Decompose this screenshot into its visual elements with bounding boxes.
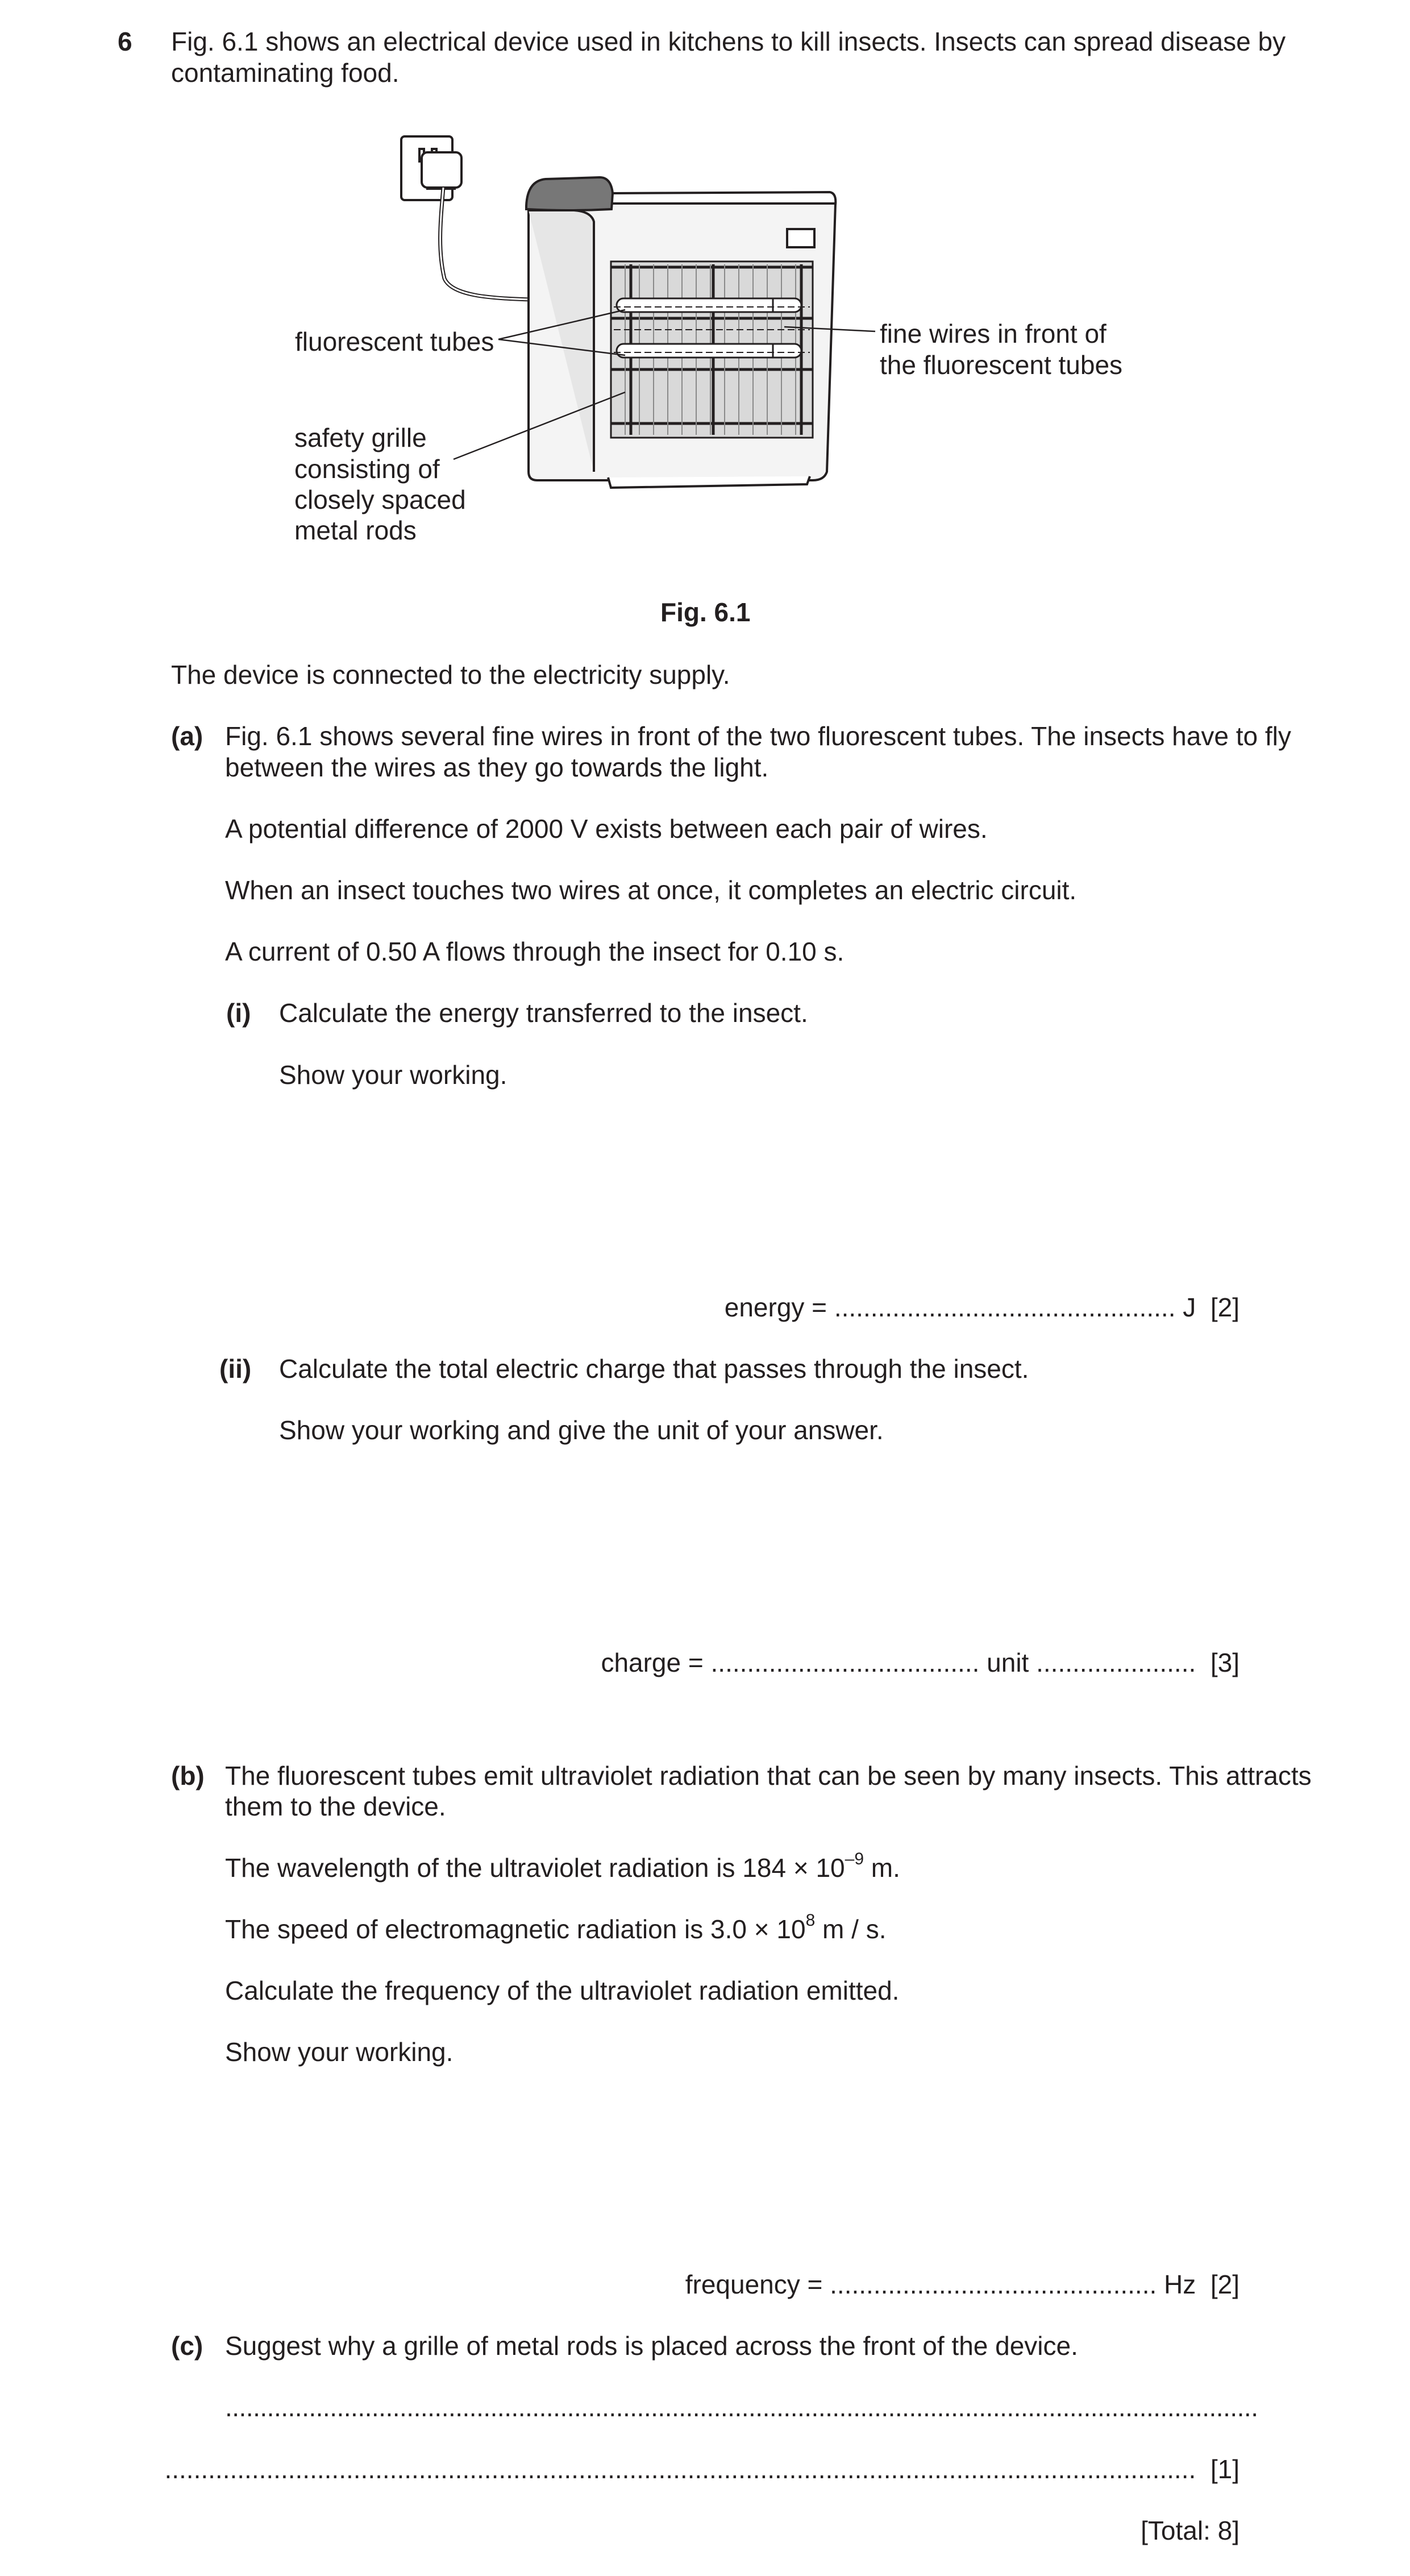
part-b-text-continued: them to the device.: [225, 1792, 446, 1821]
part-a-ii-question: Calculate the total electric charge that passes through the insect.: [279, 1354, 1029, 1383]
label-fine-wires-continued: the fluorescent tubes: [880, 350, 1123, 380]
part-b-speed: [225, 1911, 887, 1945]
part-b-question: Calculate the frequency of the ultraviolet radiation emitted.: [225, 1976, 900, 2005]
wavelength-unit: m.: [864, 1853, 900, 1883]
part-c-answer-line-2[interactable]: ..............................................................................................................................................: [164, 2454, 1196, 2484]
connected-text: The device is connected to the electricity supply.: [171, 660, 730, 689]
wall-socket-icon: [401, 136, 461, 200]
part-c-answer-line-2-row: [164, 2454, 1240, 2485]
part-b-wavelength: [225, 1852, 900, 1884]
frequency-answer-line[interactable]: [685, 2269, 1240, 2300]
power-cable: [440, 188, 531, 300]
question-intro-continued: contaminating food.: [171, 58, 400, 88]
total-marks: [Total: 8]: [1141, 2516, 1240, 2545]
part-a-text-continued: between the wires as they go towards the light.: [225, 753, 769, 782]
part-a-ii-working: Show your working and give the unit of your answer.: [279, 1415, 884, 1445]
frequency-answer-text: frequency = ............................................. Hz: [685, 2270, 1196, 2299]
part-b-label: (b): [171, 1761, 205, 1790]
part-a-i-label: (i): [226, 998, 251, 1028]
figure-caption: Fig. 6.1: [660, 597, 751, 627]
part-a-current: A current of 0.50 A flows through the insect for 0.10 s.: [225, 937, 845, 966]
wavelength-text: The wavelength of the ultraviolet radiation is 184 × 10: [225, 1853, 845, 1883]
wavelength-exponent: –9: [845, 1850, 864, 1868]
part-a-ii-marks: [3]: [1210, 1648, 1240, 1677]
part-b-marks: [2]: [1210, 2270, 1240, 2299]
part-a-circuit: When an insect touches two wires at once, it completes an electric circuit.: [225, 875, 1077, 905]
part-b-text: The fluorescent tubes emit ultraviolet radiation that can be seen by many insects. This attracts: [225, 1761, 1312, 1790]
question-number: 6: [118, 27, 132, 56]
label-safety-grille-2: consisting of: [294, 454, 440, 484]
label-fine-wires: fine wires in front of: [880, 319, 1107, 348]
label-safety-grille-4: metal rods: [294, 516, 417, 545]
part-c-marks: [1]: [1210, 2454, 1240, 2484]
part-a-label: (a): [171, 721, 203, 751]
part-a-i-question: Calculate the energy transferred to the insect.: [279, 998, 808, 1028]
speed-text: The speed of electromagnetic radiation is 3.0 × 10: [225, 1914, 806, 1944]
energy-answer-line[interactable]: [725, 1292, 1240, 1323]
speed-exponent: 8: [805, 1911, 816, 1930]
charge-answer-line[interactable]: [601, 1647, 1240, 1678]
part-a-i-working: Show your working.: [279, 1060, 508, 1090]
label-fluorescent-tubes: fluorescent tubes: [295, 327, 494, 356]
part-a-text: Fig. 6.1 shows several fine wires in front of the two fluorescent tubes. The insects have to fly: [225, 721, 1291, 751]
label-safety-grille-3: closely spaced: [294, 485, 466, 514]
part-a-pd: A potential difference of 2000 V exists between each pair of wires.: [225, 814, 988, 844]
part-c-answer-line-1[interactable]: ....................................................................................................................................................: [225, 2392, 1258, 2422]
part-c-question: Suggest why a grille of metal rods is placed across the front of the device.: [225, 2331, 1078, 2361]
energy-answer-text: energy = ............................................... J: [724, 1293, 1196, 1322]
part-a-i-marks: [2]: [1210, 1293, 1240, 1322]
part-c-label: (c): [171, 2331, 203, 2361]
part-b-working: Show your working.: [225, 2037, 454, 2067]
charge-answer-text: charge = ..................................... unit ......................: [601, 1648, 1196, 1677]
label-safety-grille: safety grille: [294, 423, 427, 452]
part-a-ii-label: (ii): [219, 1354, 252, 1383]
speed-unit: m / s.: [815, 1914, 887, 1944]
question-intro: Fig. 6.1 shows an electrical device used in kitchens to kill insects. Insects can spread disease by: [171, 27, 1286, 56]
